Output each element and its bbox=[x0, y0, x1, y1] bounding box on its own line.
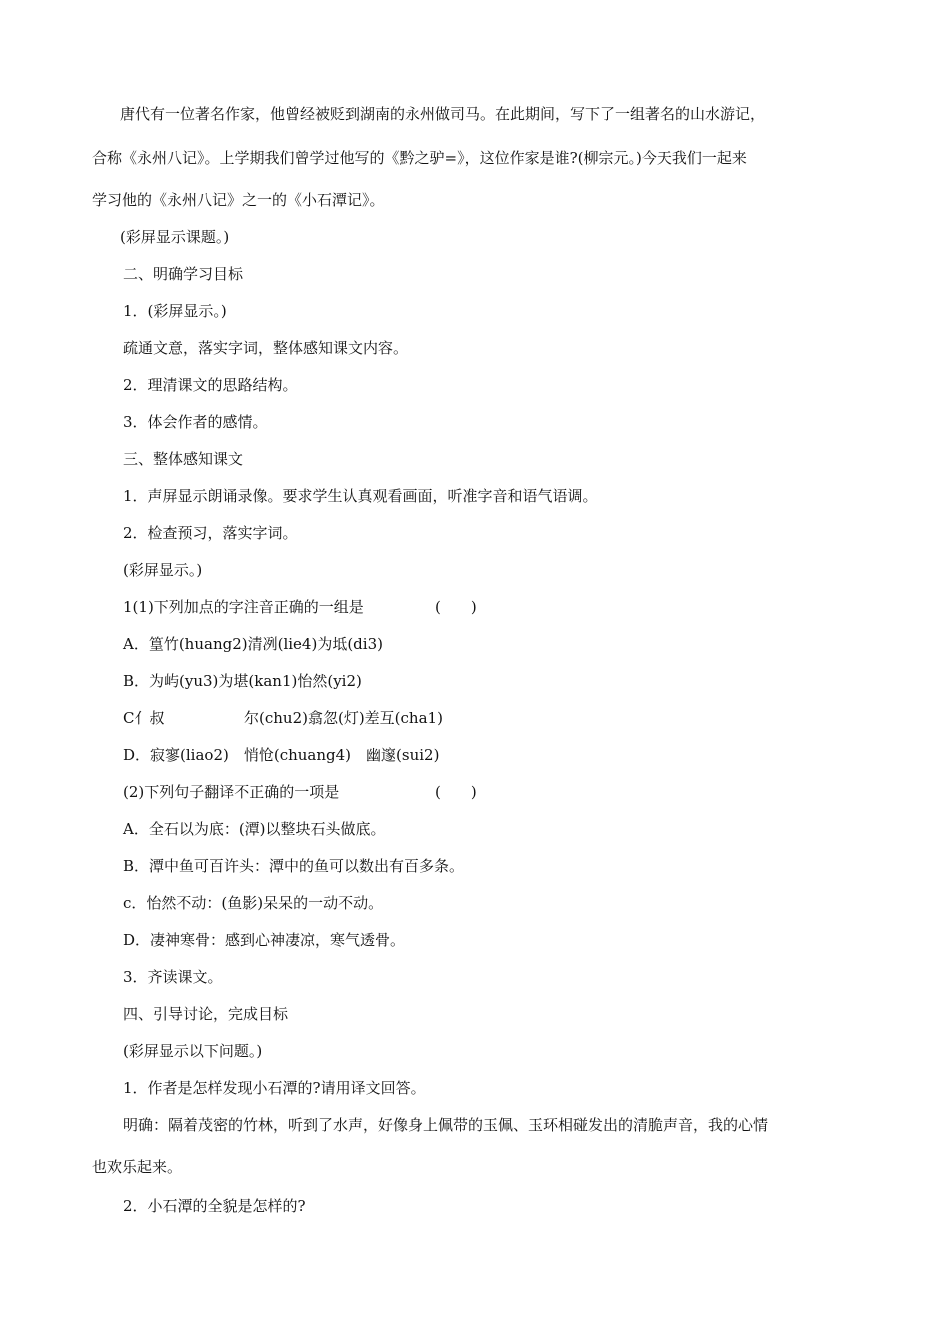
goal-item-1: 1．(彩屏显示。) bbox=[123, 302, 227, 320]
section3-item-3: 3．齐读课文。 bbox=[123, 968, 223, 986]
question-1-option-a: A．篁竹(huang2)清冽(lie4)为坻(di3) bbox=[123, 635, 383, 653]
question-2-stem: (2)下列句子翻译不正确的一项是 bbox=[123, 783, 340, 801]
question-2-option-c: c．怡然不动：(鱼影)呆呆的一动不动。 bbox=[123, 894, 384, 912]
question-1-option-c-left: C亻叔 bbox=[123, 709, 165, 727]
question-1-option-b: B．为屿(yu3)为堪(kan1)怡然(yi2) bbox=[123, 672, 362, 690]
question-2-option-a: A．全石以为底：(潭)以整块石头做底。 bbox=[123, 820, 386, 838]
section3-item-2: 2．检查预习，落实字词。 bbox=[123, 524, 298, 542]
goal-item-3: 3．体会作者的感情。 bbox=[123, 413, 268, 431]
section4-question-2: 2．小石潭的全貌是怎样的? bbox=[123, 1197, 306, 1215]
section-heading-4: 四、引导讨论，完成目标 bbox=[123, 1005, 289, 1023]
question-1-option-d: D．寂寥(liao2) 悄怆(chuang4) 幽邃(sui2) bbox=[123, 746, 440, 764]
question-1-option-c-right: 尔(chu2)翕忽(灯)差互(cha1) bbox=[244, 709, 443, 727]
section4-answer-1-line-2: 也欢乐起来。 bbox=[92, 1158, 183, 1176]
goal-item-2: 2．理清课文的思路结构。 bbox=[123, 376, 298, 394]
section-heading-3: 三、整体感知课文 bbox=[123, 450, 244, 468]
intro-paragraph-line-2: 合称《永州八记》。上学期我们曾学过他写的《黔之驴=》，这位作家是谁?(柳宗元。)今天我们一起来 bbox=[92, 149, 747, 167]
section4-show-note: (彩屏显示以下问题。) bbox=[123, 1042, 263, 1060]
section-heading-2: 二、明确学习目标 bbox=[123, 265, 244, 283]
intro-paragraph-line-3: 学习他的《永州八记》之一的《小石潭记》。 bbox=[92, 191, 385, 209]
goal-item-1-text: 疏通文意，落实字词，整体感知课文内容。 bbox=[123, 339, 409, 357]
question-2-option-d: D．凄神寒骨：感到心神凄凉，寒气透骨。 bbox=[123, 931, 406, 949]
show-title-note: (彩屏显示课题。) bbox=[120, 228, 230, 246]
question-1-stem: 1(1)下列加点的字注音正确的一组是 bbox=[123, 598, 364, 616]
section3-show-note: (彩屏显示。) bbox=[123, 561, 203, 579]
section3-item-1: 1．声屏显示朗诵录像。要求学生认真观看画面，听准字音和语气语调。 bbox=[123, 487, 598, 505]
question-1-answer-blank: ( ) bbox=[435, 598, 477, 616]
question-2-option-b: B．潭中鱼可百许头：潭中的鱼可以数出有百多条。 bbox=[123, 857, 465, 875]
intro-paragraph-line-1: 唐代有一位著名作家，他曾经被贬到湖南的永州做司马。在此期间，写下了一组著名的山水游记， bbox=[120, 105, 766, 123]
question-2-answer-blank: ( ) bbox=[435, 783, 477, 801]
section4-answer-1-line-1: 明确：隔着茂密的竹林，听到了水声，好像身上佩带的玉佩、玉环相碰发出的清脆声音，我的心情 bbox=[123, 1116, 769, 1134]
section4-question-1: 1．作者是怎样发现小石潭的?请用译文回答。 bbox=[123, 1079, 426, 1097]
